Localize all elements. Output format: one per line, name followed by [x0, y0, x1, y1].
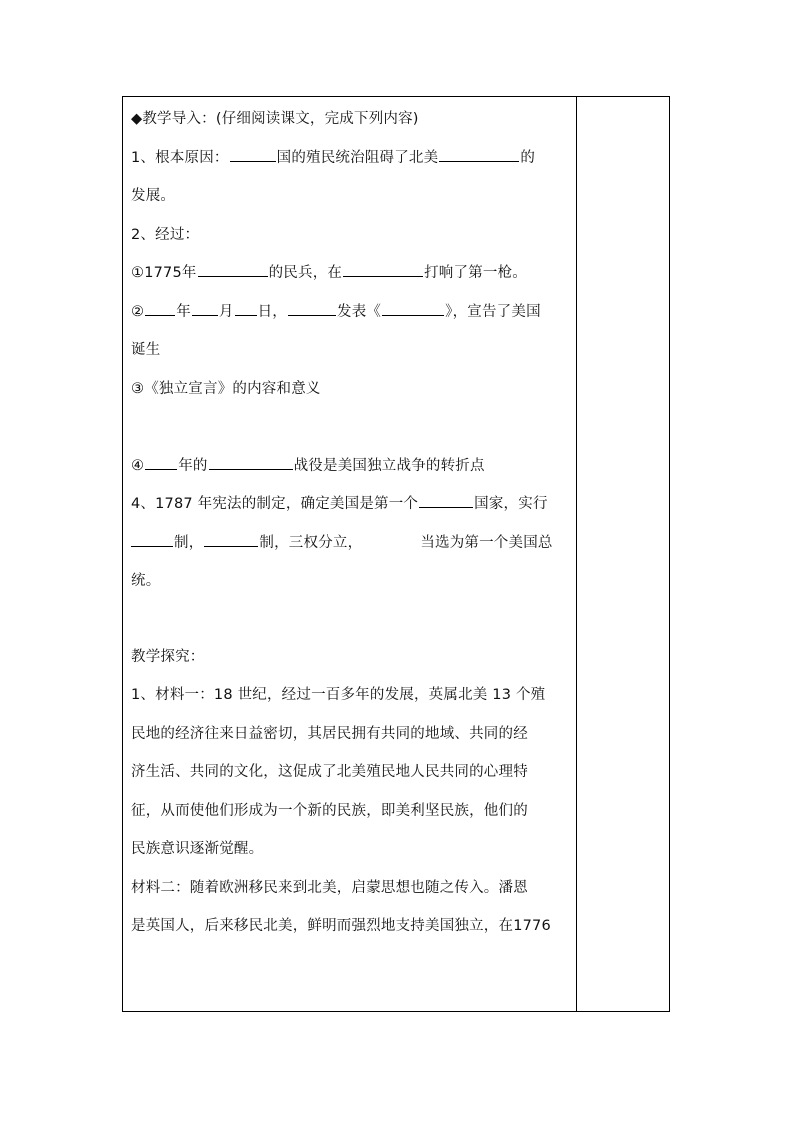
q2-2-text-e: 发表《	[337, 303, 382, 320]
q4-text-a: 4、1787 年宪法的制定，确定美国是第一个	[131, 496, 419, 512]
section-gap	[131, 601, 571, 638]
q2-4-text-b: 年的	[178, 457, 208, 474]
q4-text-b: 国家，实行	[474, 496, 548, 512]
q4-text-c: 制，	[174, 534, 204, 551]
blank-system-1[interactable]	[131, 530, 173, 547]
blank-day[interactable]	[235, 299, 257, 316]
question-2-item-1	[131, 254, 571, 293]
q2-4-text-c: 战役是美国独立战争的转折点	[293, 457, 485, 474]
column-divider	[576, 96, 577, 1012]
blank-month[interactable]	[192, 299, 218, 316]
q4-text-d: 制，三权分立，	[259, 534, 363, 551]
question-2-item-2	[131, 293, 571, 332]
q2-1-text-b: 的民兵，在	[268, 265, 343, 281]
question-2-heading: 2、经过：	[131, 226, 200, 243]
q2-2-text-b: 年	[176, 303, 191, 320]
blank-turning-year[interactable]	[145, 453, 177, 470]
intro-title: ◆教学导入：(仔细阅读课文，完成下列内容)	[131, 111, 419, 127]
blank-state-type[interactable]	[419, 491, 473, 508]
question-4-line-1	[131, 485, 571, 524]
question-2-item-4	[131, 447, 571, 486]
explore-line: 1、材料一：18 世纪，经过一百多年的发展，英属北美 13 个殖	[131, 687, 546, 703]
explore-line: 征，从而使他们形成为一个新的民族，即美利坚民族，他们的	[131, 802, 528, 819]
question-2-item-3: ③《独立宣言》的内容和意义	[131, 380, 321, 397]
q2-2-text-d: 日，	[257, 303, 288, 320]
question-4-line-2	[131, 524, 571, 563]
question-1-line-2: 发展。	[131, 188, 176, 204]
q1-text-c: 的	[520, 149, 536, 166]
blank-militia-place[interactable]	[198, 260, 268, 277]
blank-document[interactable]	[382, 299, 444, 316]
explore-line: 民族意识逐渐觉醒。	[131, 841, 264, 857]
explore-title: 教学探究：	[131, 648, 205, 665]
main-cell	[131, 100, 571, 946]
q2-2-text-c: 月	[218, 303, 234, 320]
question-4-line-3: 统。	[131, 573, 161, 589]
explore-line: 是英国人，后来移民北美，鲜明而强烈地支持美国独立，在1776	[131, 918, 551, 934]
blank-place[interactable]	[288, 299, 336, 316]
answer-space	[131, 408, 571, 447]
question-2-item-2-cont: 诞生	[131, 342, 161, 358]
q1-text-a: 1、根本原因：	[131, 149, 229, 166]
q2-4-text-a: ④	[131, 457, 145, 474]
q1-text-b: 国的殖民统治阻碍了北美	[276, 149, 439, 166]
blank-country[interactable]	[230, 145, 276, 162]
blank-battle-name[interactable]	[209, 453, 293, 470]
blank-year[interactable]	[145, 299, 175, 316]
q2-1-text-a: ①1775年	[131, 265, 197, 281]
q2-1-text-c: 打响了第一枪。	[424, 265, 528, 281]
explore-line: 民地的经济往来日益密切，其居民拥有共同的地域、共同的经	[131, 725, 528, 742]
explore-line: 材料二：随着欧洲移民来到北美，启蒙思想也随之传入。潘恩	[131, 879, 528, 896]
explore-line: 济生活、共同的文化，这促成了北美殖民地人民共同的心理特	[131, 764, 528, 780]
q2-2-text-a: ②	[131, 303, 145, 320]
blank-development[interactable]	[439, 145, 519, 162]
q4-text-e: 当选为第一个美国总	[420, 534, 553, 551]
question-1-line-1	[131, 139, 571, 178]
blank-battle-place[interactable]	[343, 260, 423, 277]
q2-2-text-f: 》，宣告了美国	[445, 303, 541, 320]
blank-system-2[interactable]	[204, 530, 258, 547]
